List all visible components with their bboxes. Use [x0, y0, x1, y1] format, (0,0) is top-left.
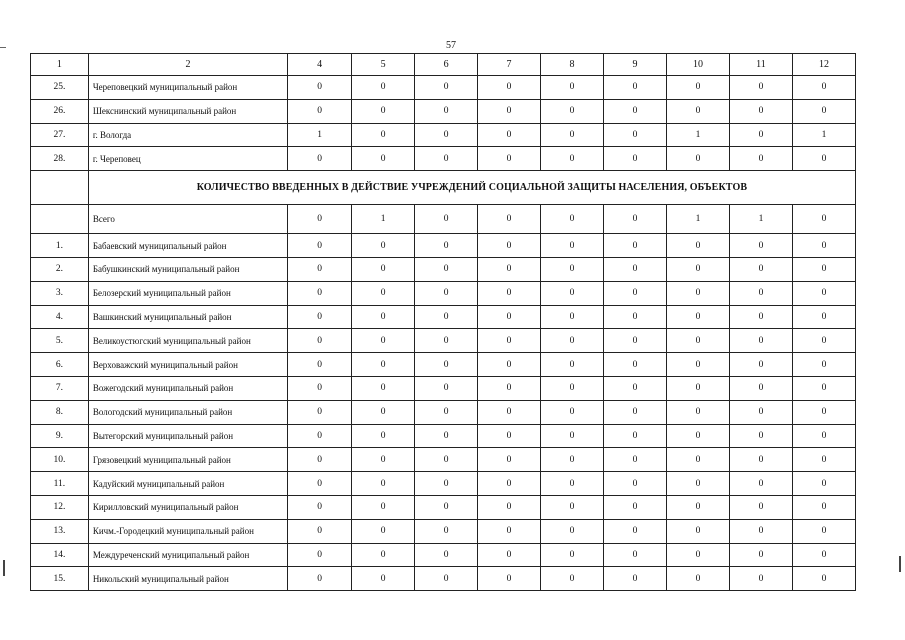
value-cell: 0	[792, 567, 855, 591]
value-cell: 0	[604, 281, 667, 305]
table-row	[31, 543, 856, 567]
value-cell: 0	[288, 567, 352, 591]
value-cell: 0	[604, 205, 667, 234]
value-cell: 0	[730, 329, 793, 353]
value-cell: 0	[604, 234, 667, 258]
value-cell: 0	[730, 123, 793, 147]
value-cell: 0	[478, 257, 541, 281]
value-cell: 0	[288, 543, 352, 567]
row-number: 28.	[31, 147, 89, 171]
value-cell: 0	[352, 472, 415, 496]
value-cell: 0	[478, 495, 541, 519]
value-cell: 0	[604, 448, 667, 472]
district-name: Вожегодский муниципальный район	[88, 376, 287, 400]
value-cell: 0	[478, 353, 541, 377]
value-cell: 0	[288, 257, 352, 281]
row-number	[31, 205, 89, 234]
value-cell: 0	[415, 567, 478, 591]
page-number: 57	[446, 40, 456, 51]
value-cell: 0	[288, 376, 352, 400]
value-cell: 0	[604, 305, 667, 329]
column-header: 12	[792, 54, 855, 76]
district-name: Верховажский муниципальный район	[88, 353, 287, 377]
column-header: 10	[667, 54, 730, 76]
value-cell: 1	[792, 123, 855, 147]
table-row	[31, 353, 856, 377]
table-row	[31, 147, 856, 171]
value-cell: 0	[415, 424, 478, 448]
value-cell: 0	[730, 495, 793, 519]
value-cell: 0	[288, 305, 352, 329]
district-name: Бабаевский муниципальный район	[88, 234, 287, 258]
value-cell: 0	[604, 495, 667, 519]
value-cell: 0	[792, 376, 855, 400]
value-cell: 0	[415, 376, 478, 400]
value-cell: 0	[730, 257, 793, 281]
value-cell: 0	[415, 353, 478, 377]
column-header: 7	[478, 54, 541, 76]
district-name: Междуреченский муниципальный район	[88, 543, 287, 567]
value-cell: 0	[667, 257, 730, 281]
right-binding-mark	[899, 556, 901, 572]
district-name: Шекснинский муниципальный район	[88, 99, 287, 123]
value-cell: 0	[730, 567, 793, 591]
value-cell: 0	[288, 448, 352, 472]
value-cell: 0	[541, 99, 604, 123]
value-cell: 0	[667, 329, 730, 353]
table-row	[31, 329, 856, 353]
table-row	[31, 99, 856, 123]
value-cell: 0	[478, 147, 541, 171]
column-header: 5	[352, 54, 415, 76]
value-cell: 0	[730, 76, 793, 100]
value-cell: 0	[667, 281, 730, 305]
value-cell: 0	[730, 305, 793, 329]
value-cell: 0	[792, 424, 855, 448]
value-cell: 0	[604, 123, 667, 147]
value-cell: 0	[792, 205, 855, 234]
value-cell: 0	[288, 205, 352, 234]
row-number: 7.	[31, 376, 89, 400]
value-cell: 0	[730, 448, 793, 472]
value-cell: 0	[478, 99, 541, 123]
value-cell: 0	[667, 472, 730, 496]
value-cell: 0	[792, 147, 855, 171]
row-number: 27.	[31, 123, 89, 147]
row-number: 25.	[31, 76, 89, 100]
value-cell: 0	[604, 400, 667, 424]
row-number: 5.	[31, 329, 89, 353]
district-name: Череповецкий муниципальный район	[88, 76, 287, 100]
value-cell: 0	[415, 205, 478, 234]
value-cell: 0	[415, 329, 478, 353]
value-cell: 0	[415, 257, 478, 281]
value-cell: 0	[352, 305, 415, 329]
table-body	[31, 54, 856, 591]
value-cell: 0	[541, 543, 604, 567]
value-cell: 0	[478, 519, 541, 543]
value-cell: 0	[730, 234, 793, 258]
value-cell: 0	[288, 400, 352, 424]
value-cell: 0	[288, 99, 352, 123]
district-name: Кирилловский муниципальный район	[88, 495, 287, 519]
value-cell: 0	[667, 543, 730, 567]
table-row	[31, 472, 856, 496]
value-cell: 0	[541, 305, 604, 329]
value-cell: 0	[730, 424, 793, 448]
district-name: Грязовецкий муниципальный район	[88, 448, 287, 472]
district-name: Кичм.-Городецкий муниципальный район	[88, 519, 287, 543]
value-cell: 0	[667, 99, 730, 123]
value-cell: 0	[667, 448, 730, 472]
value-cell: 0	[604, 147, 667, 171]
value-cell: 0	[667, 376, 730, 400]
table-row	[31, 495, 856, 519]
table-row	[31, 257, 856, 281]
empty-cell	[31, 171, 89, 205]
value-cell: 0	[478, 543, 541, 567]
value-cell: 0	[730, 400, 793, 424]
value-cell: 0	[667, 519, 730, 543]
value-cell: 0	[478, 448, 541, 472]
row-number: 13.	[31, 519, 89, 543]
left-edge-mark	[0, 47, 6, 48]
value-cell: 0	[541, 257, 604, 281]
value-cell: 0	[415, 472, 478, 496]
value-cell: 0	[667, 400, 730, 424]
district-name: Белозерский муниципальный район	[88, 281, 287, 305]
value-cell: 0	[604, 519, 667, 543]
value-cell: 0	[792, 543, 855, 567]
column-header: 6	[415, 54, 478, 76]
row-number: 1.	[31, 234, 89, 258]
value-cell: 0	[792, 305, 855, 329]
value-cell: 1	[288, 123, 352, 147]
value-cell: 0	[730, 472, 793, 496]
value-cell: 0	[667, 495, 730, 519]
value-cell: 0	[541, 234, 604, 258]
value-cell: 0	[288, 519, 352, 543]
value-cell: 0	[541, 147, 604, 171]
value-cell: 0	[415, 519, 478, 543]
value-cell: 0	[541, 353, 604, 377]
column-header: 8	[541, 54, 604, 76]
value-cell: 0	[792, 76, 855, 100]
value-cell: 0	[288, 353, 352, 377]
value-cell: 0	[352, 353, 415, 377]
value-cell: 0	[288, 329, 352, 353]
column-header: 4	[288, 54, 352, 76]
value-cell: 0	[352, 281, 415, 305]
value-cell: 0	[541, 376, 604, 400]
column-header: 9	[604, 54, 667, 76]
value-cell: 0	[352, 147, 415, 171]
value-cell: 0	[478, 281, 541, 305]
value-cell: 0	[792, 519, 855, 543]
value-cell: 0	[667, 353, 730, 377]
row-number: 8.	[31, 400, 89, 424]
value-cell: 0	[792, 99, 855, 123]
value-cell: 0	[541, 76, 604, 100]
value-cell: 0	[730, 281, 793, 305]
value-cell: 0	[288, 76, 352, 100]
row-number: 3.	[31, 281, 89, 305]
column-header: 1	[31, 54, 89, 76]
header-row	[31, 54, 856, 76]
value-cell: 0	[415, 305, 478, 329]
value-cell: 0	[478, 305, 541, 329]
district-name: Всего	[88, 205, 287, 234]
row-number: 14.	[31, 543, 89, 567]
value-cell: 0	[541, 448, 604, 472]
value-cell: 0	[541, 495, 604, 519]
value-cell: 0	[541, 329, 604, 353]
value-cell: 0	[415, 99, 478, 123]
section-title: КОЛИЧЕСТВО ВВЕДЕННЫХ В ДЕЙСТВИЕ УЧРЕЖДЕНИЙ СОЦИАЛЬНОЙ ЗАЩИТЫ НАСЕЛЕНИЯ, ОБЪЕКТОВ	[88, 171, 855, 205]
value-cell: 0	[730, 543, 793, 567]
value-cell: 0	[478, 424, 541, 448]
value-cell: 0	[415, 543, 478, 567]
value-cell: 0	[604, 257, 667, 281]
table-row	[31, 305, 856, 329]
value-cell: 0	[352, 519, 415, 543]
value-cell: 0	[352, 99, 415, 123]
value-cell: 0	[478, 472, 541, 496]
value-cell: 0	[541, 123, 604, 147]
value-cell: 0	[478, 376, 541, 400]
value-cell: 0	[604, 543, 667, 567]
table-row	[31, 376, 856, 400]
table-row	[31, 234, 856, 258]
value-cell: 0	[415, 123, 478, 147]
value-cell: 0	[415, 234, 478, 258]
value-cell: 0	[604, 99, 667, 123]
value-cell: 0	[792, 257, 855, 281]
value-cell: 0	[541, 205, 604, 234]
value-cell: 0	[792, 400, 855, 424]
value-cell: 0	[288, 234, 352, 258]
value-cell: 0	[352, 448, 415, 472]
value-cell: 0	[541, 400, 604, 424]
district-name: Вашкинский муниципальный район	[88, 305, 287, 329]
value-cell: 0	[352, 424, 415, 448]
district-name: Вологодский муниципальный район	[88, 400, 287, 424]
row-number: 15.	[31, 567, 89, 591]
value-cell: 0	[415, 448, 478, 472]
value-cell: 0	[415, 281, 478, 305]
table-row	[31, 400, 856, 424]
district-name: Вытегорский муниципальный район	[88, 424, 287, 448]
value-cell: 0	[478, 400, 541, 424]
value-cell: 0	[352, 543, 415, 567]
value-cell: 0	[288, 424, 352, 448]
value-cell: 0	[478, 567, 541, 591]
value-cell: 0	[667, 76, 730, 100]
value-cell: 0	[415, 495, 478, 519]
value-cell: 0	[792, 329, 855, 353]
value-cell: 0	[792, 495, 855, 519]
value-cell: 0	[541, 472, 604, 496]
value-cell: 1	[667, 123, 730, 147]
value-cell: 0	[604, 472, 667, 496]
row-number: 11.	[31, 472, 89, 496]
value-cell: 0	[352, 234, 415, 258]
value-cell: 0	[730, 376, 793, 400]
value-cell: 0	[667, 567, 730, 591]
value-cell: 0	[541, 519, 604, 543]
row-number: 9.	[31, 424, 89, 448]
row-number: 4.	[31, 305, 89, 329]
value-cell: 0	[667, 305, 730, 329]
value-cell: 0	[478, 329, 541, 353]
value-cell: 0	[478, 76, 541, 100]
value-cell: 0	[792, 281, 855, 305]
value-cell: 1	[667, 205, 730, 234]
value-cell: 0	[478, 205, 541, 234]
table-row	[31, 281, 856, 305]
value-cell: 0	[541, 424, 604, 448]
district-name: г. Череповец	[88, 147, 287, 171]
value-cell: 0	[478, 234, 541, 258]
value-cell: 0	[352, 257, 415, 281]
value-cell: 0	[792, 234, 855, 258]
value-cell: 0	[415, 400, 478, 424]
value-cell: 0	[667, 234, 730, 258]
value-cell: 0	[478, 123, 541, 147]
left-binding-mark	[3, 560, 5, 576]
total-row	[31, 205, 856, 234]
value-cell: 0	[541, 567, 604, 591]
table-row	[31, 519, 856, 543]
value-cell: 0	[288, 472, 352, 496]
value-cell: 0	[667, 147, 730, 171]
value-cell: 0	[792, 353, 855, 377]
value-cell: 1	[730, 205, 793, 234]
value-cell: 0	[604, 76, 667, 100]
value-cell: 0	[541, 281, 604, 305]
value-cell: 0	[604, 376, 667, 400]
value-cell: 0	[352, 123, 415, 147]
value-cell: 0	[604, 567, 667, 591]
value-cell: 0	[792, 448, 855, 472]
value-cell: 0	[730, 99, 793, 123]
section-row	[31, 171, 856, 205]
value-cell: 0	[352, 76, 415, 100]
value-cell: 0	[667, 424, 730, 448]
value-cell: 0	[288, 281, 352, 305]
column-header: 2	[88, 54, 287, 76]
value-cell: 0	[604, 424, 667, 448]
value-cell: 0	[730, 147, 793, 171]
district-name: Великоустюгский муниципальный район	[88, 329, 287, 353]
table-row	[31, 448, 856, 472]
value-cell: 1	[352, 205, 415, 234]
column-header: 11	[730, 54, 793, 76]
statistics-table	[30, 53, 856, 591]
value-cell: 0	[415, 147, 478, 171]
value-cell: 0	[352, 495, 415, 519]
row-number: 6.	[31, 353, 89, 377]
table-row	[31, 424, 856, 448]
table-row	[31, 123, 856, 147]
value-cell: 0	[604, 353, 667, 377]
district-name: г. Вологда	[88, 123, 287, 147]
row-number: 2.	[31, 257, 89, 281]
table-row	[31, 76, 856, 100]
value-cell: 0	[730, 519, 793, 543]
value-cell: 0	[730, 353, 793, 377]
row-number: 12.	[31, 495, 89, 519]
table-row	[31, 567, 856, 591]
value-cell: 0	[352, 376, 415, 400]
value-cell: 0	[604, 329, 667, 353]
value-cell: 0	[288, 495, 352, 519]
value-cell: 0	[792, 472, 855, 496]
district-name: Бабушкинский муниципальный район	[88, 257, 287, 281]
value-cell: 0	[352, 329, 415, 353]
value-cell: 0	[288, 147, 352, 171]
value-cell: 0	[415, 76, 478, 100]
value-cell: 0	[352, 567, 415, 591]
district-name: Кадуйский муниципальный район	[88, 472, 287, 496]
row-number: 10.	[31, 448, 89, 472]
value-cell: 0	[352, 400, 415, 424]
district-name: Никольский муниципальный район	[88, 567, 287, 591]
row-number: 26.	[31, 99, 89, 123]
